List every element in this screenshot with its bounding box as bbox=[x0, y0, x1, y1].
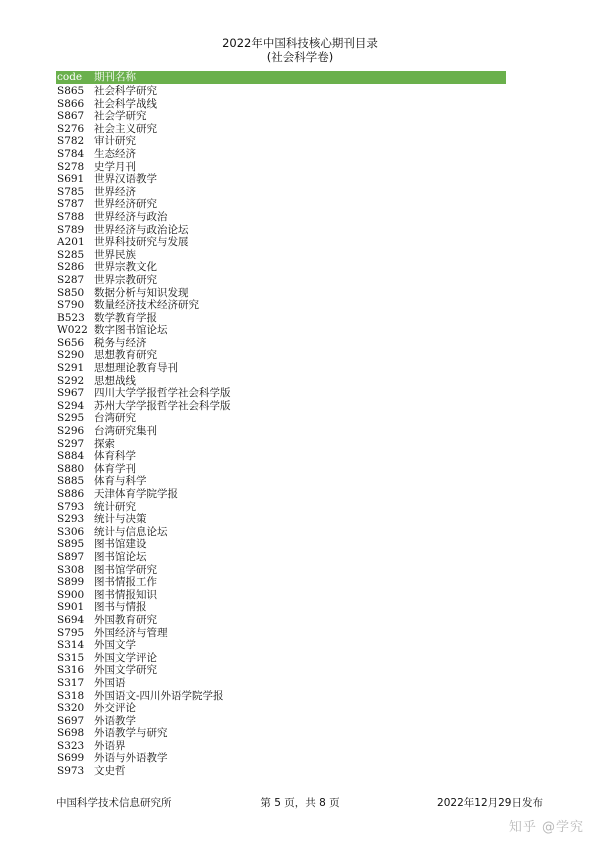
journal-code: S318 bbox=[57, 689, 85, 702]
table-row bbox=[56, 224, 506, 237]
journal-code: S314 bbox=[57, 639, 85, 652]
title-subtitle: (社会科学卷) bbox=[266, 50, 334, 64]
table-row bbox=[56, 412, 506, 425]
table-row bbox=[56, 664, 506, 677]
table-row bbox=[56, 715, 506, 728]
table-row bbox=[56, 538, 506, 551]
table-row bbox=[56, 324, 506, 337]
journal-name: 图书馆学研究 bbox=[94, 563, 157, 576]
journal-code: S901 bbox=[57, 601, 85, 614]
table-row bbox=[56, 702, 506, 715]
table-row bbox=[56, 589, 506, 602]
journal-code: S895 bbox=[57, 538, 85, 551]
journal-name: 审计研究 bbox=[94, 135, 136, 148]
journal-code: S790 bbox=[57, 299, 85, 312]
journal-code: S278 bbox=[57, 160, 85, 173]
journal-name: 数字图书馆论坛 bbox=[94, 324, 168, 337]
journal-code: S323 bbox=[57, 739, 85, 752]
footer-date: 2022年12月29日发布 bbox=[437, 797, 543, 809]
journal-code: S699 bbox=[57, 752, 85, 765]
journal-name: 世界经济研究 bbox=[94, 198, 157, 211]
journal-code: S865 bbox=[57, 85, 85, 97]
journal-name: 数学教育学报 bbox=[94, 311, 157, 324]
journal-code: S866 bbox=[57, 97, 85, 110]
journal-code: S293 bbox=[57, 513, 85, 526]
table-row bbox=[56, 85, 506, 98]
journal-code: S317 bbox=[57, 676, 85, 689]
journal-code: S850 bbox=[57, 286, 85, 299]
header-code: code bbox=[57, 71, 83, 83]
table-row bbox=[56, 551, 506, 564]
journal-code: S306 bbox=[57, 525, 85, 538]
journal-code: A201 bbox=[57, 236, 85, 249]
journal-code: S698 bbox=[57, 727, 85, 740]
journal-name: 外语与外语教学 bbox=[94, 752, 168, 765]
journal-code: S694 bbox=[57, 613, 85, 626]
journal-code: S785 bbox=[57, 185, 85, 198]
journal-name: 生态经济 bbox=[94, 147, 136, 160]
table-row bbox=[56, 727, 506, 740]
journal-code: W022 bbox=[57, 324, 88, 337]
table-row bbox=[56, 740, 506, 753]
journal-name: 图书情报工作 bbox=[94, 576, 157, 589]
table-row bbox=[56, 110, 506, 123]
journal-code: S287 bbox=[57, 273, 85, 286]
journal-code: S795 bbox=[57, 626, 85, 639]
table-header bbox=[56, 71, 506, 84]
journal-code: S789 bbox=[57, 223, 85, 236]
table-row bbox=[56, 614, 506, 627]
journal-code: S784 bbox=[57, 147, 85, 160]
journal-code: S276 bbox=[57, 122, 85, 135]
table-row bbox=[56, 123, 506, 136]
journal-code: S296 bbox=[57, 425, 85, 438]
journal-code: S880 bbox=[57, 462, 85, 475]
journal-name: 图书馆论坛 bbox=[94, 550, 147, 563]
table-row bbox=[56, 475, 506, 488]
header-name: 期刊名称 bbox=[94, 71, 136, 83]
journal-name: 文史哲 bbox=[94, 765, 126, 778]
journal-code: S885 bbox=[57, 475, 85, 488]
table-row bbox=[56, 450, 506, 463]
journal-name: 数量经济技术经济研究 bbox=[94, 299, 199, 312]
journal-name: 台湾研究 bbox=[94, 412, 136, 425]
journal-code: S308 bbox=[57, 563, 85, 576]
journal-name: 税务与经济 bbox=[94, 336, 147, 349]
table-row bbox=[56, 148, 506, 161]
journal-code: S291 bbox=[57, 362, 85, 375]
table-row bbox=[56, 249, 506, 262]
journal-name: 世界宗教文化 bbox=[94, 261, 157, 274]
journal-name: 社会科学研究 bbox=[94, 85, 157, 97]
table-row bbox=[56, 198, 506, 211]
journal-code: S782 bbox=[57, 135, 85, 148]
table-row bbox=[56, 526, 506, 539]
journal-code: S788 bbox=[57, 210, 85, 223]
journal-name: 外语教学 bbox=[94, 714, 136, 727]
table-row bbox=[56, 513, 506, 526]
journal-name: 外国教育研究 bbox=[94, 613, 157, 626]
table-row bbox=[56, 488, 506, 501]
table-row bbox=[56, 98, 506, 111]
journal-name: 史学月刊 bbox=[94, 160, 136, 173]
journal-code: S787 bbox=[57, 198, 85, 211]
journal-name: 世界经济与政治 bbox=[94, 210, 168, 223]
table-row bbox=[56, 312, 506, 325]
table-row bbox=[56, 387, 506, 400]
journal-name: 外国文学 bbox=[94, 639, 136, 652]
journal-name: 思想教育研究 bbox=[94, 349, 157, 362]
journal-name: 四川大学学报哲学社会科学版 bbox=[94, 387, 231, 400]
journal-name: 外国经济与管理 bbox=[94, 626, 168, 639]
journal-name: 外国文学评论 bbox=[94, 651, 157, 664]
table-row bbox=[56, 639, 506, 652]
journal-name: 社会学研究 bbox=[94, 110, 147, 123]
journal-name: 思想战线 bbox=[94, 374, 136, 387]
table-row bbox=[56, 287, 506, 300]
table-row bbox=[56, 765, 506, 778]
table-row bbox=[56, 375, 506, 388]
table-row bbox=[56, 261, 506, 274]
journal-name: 外语教学与研究 bbox=[94, 727, 168, 740]
journal-code: S294 bbox=[57, 399, 85, 412]
journal-code: S900 bbox=[57, 588, 85, 601]
title-main: 2022年中国科技核心期刊目录 bbox=[222, 36, 378, 50]
journal-name: 体育科学 bbox=[94, 450, 136, 463]
journal-code: S656 bbox=[57, 336, 85, 349]
journal-code: S899 bbox=[57, 576, 85, 589]
table-row bbox=[56, 274, 506, 287]
journal-code: S285 bbox=[57, 248, 85, 261]
document-title bbox=[0, 36, 600, 64]
journal-name: 世界宗教研究 bbox=[94, 273, 157, 286]
table-row bbox=[56, 438, 506, 451]
journal-name: 数据分析与知识发现 bbox=[94, 286, 189, 299]
journal-name: 统计与信息论坛 bbox=[94, 525, 168, 538]
journal-code: S320 bbox=[57, 702, 85, 715]
journal-code: S973 bbox=[57, 765, 85, 778]
journal-name: 统计与决策 bbox=[94, 513, 147, 526]
journal-name: 体育与科学 bbox=[94, 475, 147, 488]
table-row bbox=[56, 211, 506, 224]
journal-code: S295 bbox=[57, 412, 85, 425]
journal-name: 体育学刊 bbox=[94, 462, 136, 475]
journal-table-body bbox=[56, 85, 506, 778]
journal-name: 社会科学战线 bbox=[94, 97, 157, 110]
journal-code: S897 bbox=[57, 550, 85, 563]
journal-name: 外交评论 bbox=[94, 702, 136, 715]
journal-code: S286 bbox=[57, 261, 85, 274]
table-row bbox=[56, 564, 506, 577]
journal-code: S292 bbox=[57, 374, 85, 387]
table-row bbox=[56, 186, 506, 199]
journal-name: 外语界 bbox=[94, 739, 126, 752]
footer-page-number: 第 5 页，共 8 页 bbox=[260, 797, 340, 809]
journal-name: 图书情报知识 bbox=[94, 588, 157, 601]
table-row bbox=[56, 463, 506, 476]
journal-name: 社会主义研究 bbox=[94, 122, 157, 135]
watermark: 知乎 @学究 bbox=[508, 820, 584, 835]
footer-publisher: 中国科学技术信息研究所 bbox=[56, 797, 172, 809]
table-row bbox=[56, 752, 506, 765]
journal-code: S297 bbox=[57, 437, 85, 450]
table-row bbox=[56, 349, 506, 362]
journal-name: 台湾研究集刊 bbox=[94, 425, 157, 438]
journal-name: 图书馆建设 bbox=[94, 538, 147, 551]
table-row bbox=[56, 576, 506, 589]
journal-code: S697 bbox=[57, 714, 85, 727]
journal-name: 外国语 bbox=[94, 676, 126, 689]
journal-name: 苏州大学学报哲学社会科学版 bbox=[94, 399, 231, 412]
journal-code: S884 bbox=[57, 450, 85, 463]
journal-name: 世界经济与政治论坛 bbox=[94, 223, 189, 236]
journal-name: 世界科技研究与发展 bbox=[94, 236, 189, 249]
journal-name: 天津体育学院学报 bbox=[94, 488, 178, 500]
journal-name: 探索 bbox=[94, 437, 115, 450]
journal-code: S793 bbox=[57, 500, 85, 513]
table-row bbox=[56, 236, 506, 249]
table-row bbox=[56, 362, 506, 375]
journal-name: 世界汉语教学 bbox=[94, 173, 157, 186]
table-row bbox=[56, 425, 506, 438]
journal-name: 图书与情报 bbox=[94, 601, 147, 614]
table-row bbox=[56, 690, 506, 703]
table-row bbox=[56, 400, 506, 413]
table-row bbox=[56, 601, 506, 614]
table-row bbox=[56, 135, 506, 148]
table-row bbox=[56, 627, 506, 640]
table-row bbox=[56, 337, 506, 350]
journal-code: S691 bbox=[57, 173, 85, 186]
journal-name: 世界经济 bbox=[94, 185, 136, 198]
table-row bbox=[56, 652, 506, 665]
journal-code: B523 bbox=[57, 311, 85, 324]
journal-name: 统计研究 bbox=[94, 500, 136, 513]
journal-code: S886 bbox=[57, 488, 85, 500]
journal-name: 外国文学研究 bbox=[94, 664, 157, 677]
journal-name: 世界民族 bbox=[94, 248, 136, 261]
table-row bbox=[56, 677, 506, 690]
table-row bbox=[56, 299, 506, 312]
journal-name: 外国语文-四川外语学院学报 bbox=[94, 689, 224, 702]
journal-name: 思想理论教育导刊 bbox=[94, 362, 178, 375]
journal-code: S315 bbox=[57, 651, 85, 664]
journal-code: S967 bbox=[57, 387, 85, 400]
journal-code: S290 bbox=[57, 349, 85, 362]
journal-code: S867 bbox=[57, 110, 85, 123]
table-row bbox=[56, 161, 506, 174]
journal-code: S316 bbox=[57, 664, 85, 677]
table-row bbox=[56, 173, 506, 186]
table-row bbox=[56, 501, 506, 514]
